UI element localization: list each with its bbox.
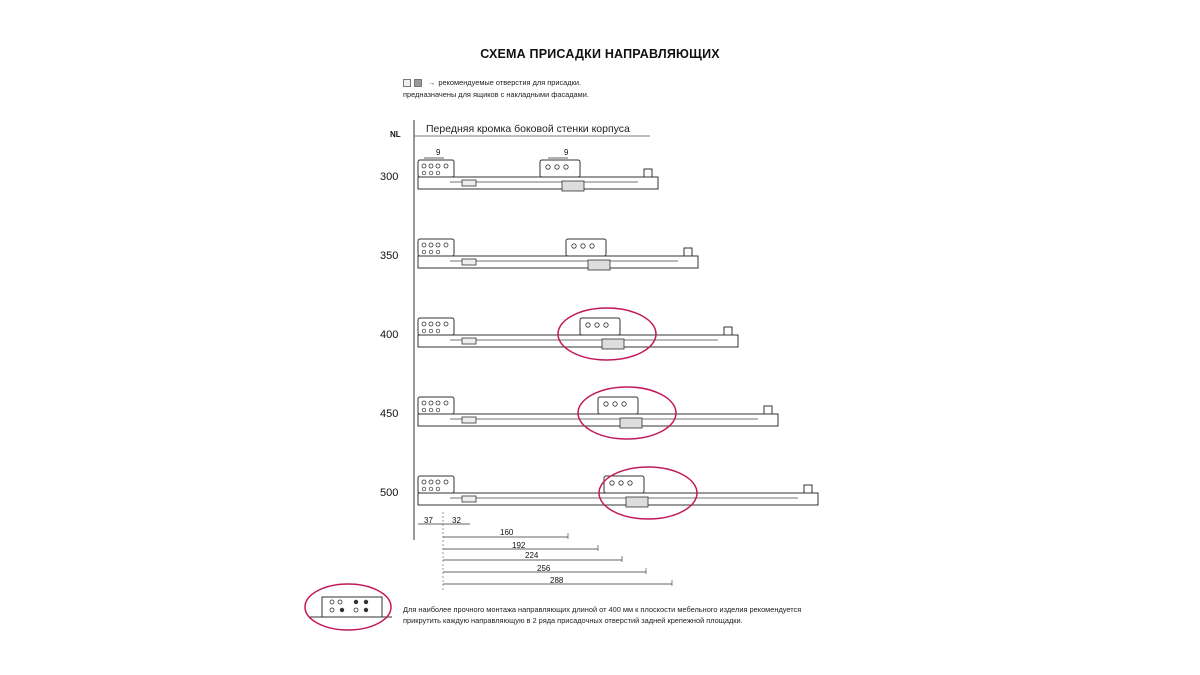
rear-hook [804,485,812,493]
rear-hole [564,165,568,169]
plate-hole [338,600,342,604]
rear-hole [628,481,632,485]
rail-clip [462,180,476,186]
rear-hook [644,169,652,177]
rear-hole [546,165,550,169]
plate-hole [340,608,344,612]
front-hole [429,329,433,333]
front-hole [429,480,433,484]
front-hole [429,401,433,405]
mechanism [602,339,624,349]
length-dim-288: 288 [550,576,564,585]
front-hole [444,401,448,405]
mechanism [626,497,648,507]
rear-hole [586,323,590,327]
two-row-plate-illustration [305,584,392,630]
front-hole [422,164,426,168]
length-dim-192: 192 [512,541,526,550]
nl-axis-label: NL [390,130,401,139]
front-hole [422,322,426,326]
rear-hook [684,248,692,256]
front-hole [422,329,426,333]
rear-hole [555,165,559,169]
rear-hole [604,323,608,327]
rail-500 [418,467,818,519]
rail-body [418,493,818,505]
top-dim-front: 9 [436,148,441,157]
plate-hole [364,600,368,604]
rail-clip [462,338,476,344]
rail-body [418,256,698,268]
front-hole [444,164,448,168]
front-hole [444,480,448,484]
front-edge-label: Передняя кромка боковой стенки корпуса [426,123,630,135]
rear-hole [572,244,576,248]
rear-hole [595,323,599,327]
length-dim-160: 160 [500,528,514,537]
row-label-300: 300 [380,171,399,183]
front-hole [429,243,433,247]
note-line-2: прикрутить каждую направляющую в 2 ряда присадочных отверстий задней крепежной площадки. [403,616,743,625]
front-hole [422,408,426,412]
plate-holes [330,600,368,612]
rear-hole [622,402,626,406]
mechanism [620,418,642,428]
mechanism [562,181,584,191]
row-label-400: 400 [380,329,399,341]
rear-hole [581,244,585,248]
rail-clip [462,417,476,423]
page-title: СХЕМА ПРИСАДКИ НАПРАВЛЯЮЩИХ [480,47,720,61]
highlight-ellipse [578,387,676,439]
front-hole [429,487,433,491]
front-hole [436,243,440,247]
plate-hole [364,608,368,612]
front-hole [422,480,426,484]
front-hole [436,408,440,412]
front-hole [429,250,433,254]
rail-300 [418,160,658,191]
highlight-ellipse [558,308,656,360]
plate-hole [330,608,334,612]
rear-hole [613,402,617,406]
plate-hole [354,608,358,612]
rear-hole [604,402,608,406]
rail-body [418,177,658,189]
note-line-1: Для наиболее прочного монтажа направляющих длиной от 400 мм к плоскости мебельного изделия рекомендуется [403,605,802,614]
rail-350 [418,239,698,270]
plate-hole [330,600,334,604]
rear-hole [619,481,623,485]
front-hole [422,250,426,254]
rear-hook [764,406,772,414]
front-hole [429,171,433,175]
highlight-ellipse [305,584,391,630]
legend-text-2: предназначены для ящиков с накладными фасадами. [403,90,589,99]
rail-clip [462,496,476,502]
rail-400 [418,308,738,360]
front-hole [429,408,433,412]
front-hole [429,322,433,326]
front-hole [436,164,440,168]
offset-dim-32: 32 [452,516,461,525]
front-hole [436,329,440,333]
front-hole [429,164,433,168]
front-hole [436,401,440,405]
legend-text-1: рекомендуемые отверстия для присадки. [438,78,582,87]
front-hole [422,243,426,247]
dimension-lines [418,158,672,590]
rear-hole [610,481,614,485]
front-hole [436,480,440,484]
front-hole [422,401,426,405]
front-hole [436,250,440,254]
length-dim-224: 224 [525,551,539,560]
front-hole [436,487,440,491]
row-label-500: 500 [380,487,399,499]
rail-clip [462,259,476,265]
rails-group [418,160,818,519]
offset-dim-37: 37 [424,516,433,525]
top-dim-rear: 9 [564,148,569,157]
front-hole [444,243,448,247]
rear-hook [724,327,732,335]
front-hole [444,322,448,326]
front-hole [436,171,440,175]
rail-450 [418,387,778,439]
length-dim-256: 256 [537,564,551,573]
row-label-350: 350 [380,250,399,262]
front-hole [422,487,426,491]
front-hole [436,322,440,326]
front-hole [422,171,426,175]
arrow-icon: → [428,78,436,87]
plate-hole [354,600,358,604]
row-label-450: 450 [380,408,399,420]
rear-hole [590,244,594,248]
mechanism [588,260,610,270]
